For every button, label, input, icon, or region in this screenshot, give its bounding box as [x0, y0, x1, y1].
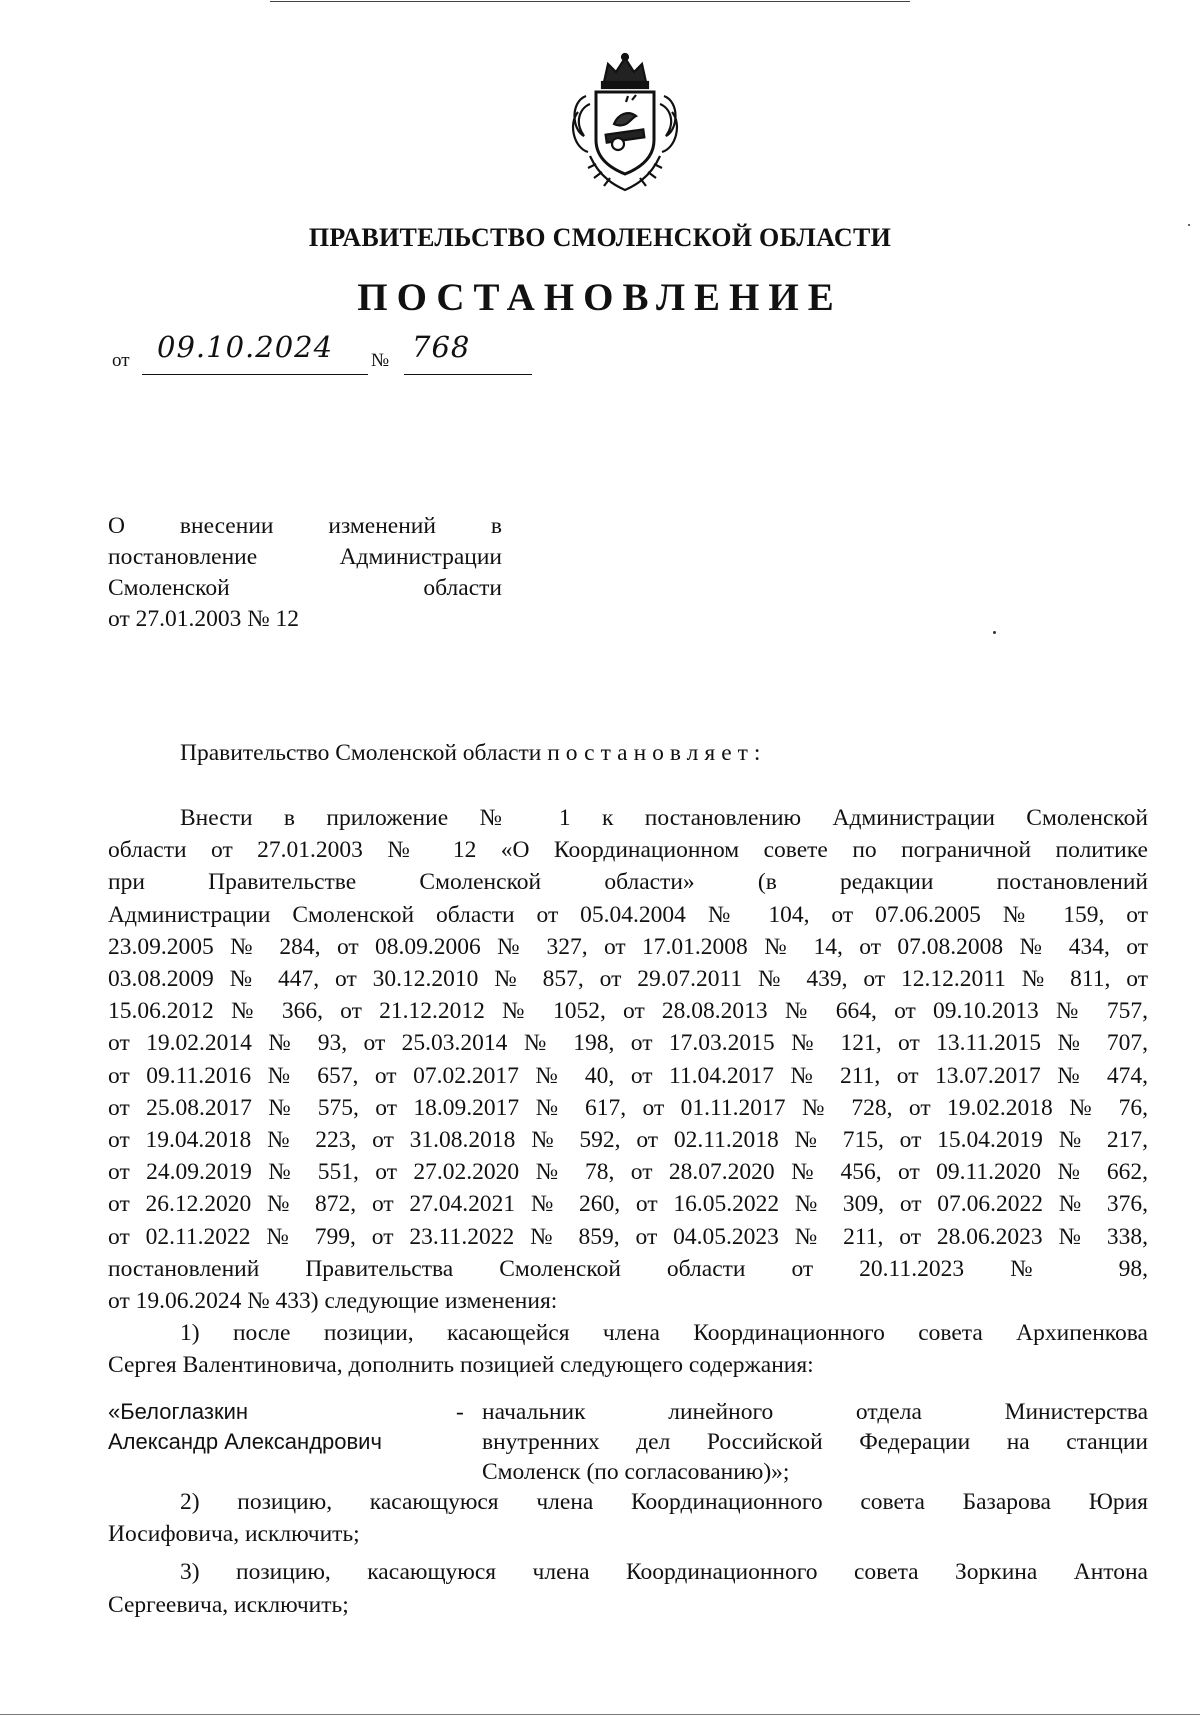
date-prefix: от [112, 350, 130, 371]
paragraph-line: области от 27.01.2003 № 12 «О Координационном совете по пограничной политике [108, 837, 1148, 864]
member-name-line: Александр Александрович [108, 1429, 382, 1454]
member-desc-line: внутренних дел Российской Федерации на станции [482, 1429, 1148, 1455]
paragraph-line: от 26.12.2020 № 872, от 27.04.2021 № 260, от 16.05.2022 № 309, от 07.06.2022 № 376, [108, 1191, 1148, 1218]
paragraph-line: от 24.09.2019 № 551, от 27.02.2020 № 78, от 28.07.2020 № 456, от 09.11.2020 № 662, [108, 1159, 1148, 1186]
government-title: ПРАВИТЕЛЬСТВО СМОЛЕНСКОЙ ОБЛАСТИ [308, 223, 892, 252]
paragraph-line: при Правительстве Смоленской области» (в редакции постановлений [108, 869, 1148, 896]
item-line: 2) позицию, касающуюся члена Координационного совета Базарова Юрия [180, 1489, 1148, 1515]
item-line: Иосифовича, исключить; [108, 1521, 360, 1548]
paragraph-line: Сергея Валентиновича, дополнить позицией следующего содержания: [108, 1352, 814, 1379]
item-line: Сергеевича, исключить; [108, 1591, 349, 1618]
resolution-main-paragraph [108, 802, 1148, 1382]
member-dash: - [456, 1399, 464, 1425]
date-underline [142, 374, 368, 375]
item-line: 3) позицию, касающуюся члена Координационного совета Зоркина Антона [180, 1559, 1148, 1586]
subject-line: О внесении изменений в [108, 513, 502, 539]
paragraph-line: от 19.04.2018 № 223, от 31.08.2018 № 592, от 02.11.2018 № 715, от 15.04.2019 № 217, [108, 1127, 1148, 1154]
document-subject [108, 511, 502, 635]
member-desc-line: Смоленск (по согласованию)»; [482, 1459, 790, 1485]
coat-of-arms-emblem [566, 52, 684, 194]
paragraph-line: 1) после позиции, касающейся члена Координационного совета Архипенкова [180, 1320, 1148, 1347]
member-name-line: «Белоглазкин [108, 1399, 249, 1424]
lead-verb: постановляет: [547, 740, 767, 766]
member-desc-line: начальник линейного отдела Министерства [482, 1399, 1148, 1425]
paragraph-line: от 09.11.2016 № 657, от 07.02.2017 № 40, от 11.04.2017 № 211, от 13.07.2017 № 474, [108, 1062, 1148, 1089]
paragraph-line: 23.09.2005 № 284, от 08.09.2006 № 327, от 17.01.2008 № 14, от 07.08.2008 № 434, от [108, 933, 1148, 960]
date-number-line [112, 330, 552, 380]
number-prefix: № [371, 350, 390, 371]
handwritten-number: 768 [412, 330, 471, 364]
paragraph-line: от 02.11.2022 № 799, от 23.11.2022 № 859, от 04.05.2023 № 211, от 28.06.2023 № 338, [108, 1223, 1148, 1250]
handwritten-date: 09.10.2024 [157, 330, 334, 364]
number-underline [404, 374, 532, 375]
paragraph-line: Администрации Смоленской области от 05.04.2004 № 104, от 07.06.2005 № 159, от [108, 901, 1148, 928]
paragraph-line: от 19.02.2014 № 93, от 25.03.2014 № 198, от 17.03.2015 № 121, от 13.11.2015 № 707, [108, 1030, 1148, 1057]
paragraph-line: от 25.08.2017 № 575, от 18.09.2017 № 617, от 01.11.2017 № 728, от 19.02.2018 № 76, [108, 1094, 1148, 1121]
amendment-items [108, 1486, 1148, 1621]
paragraph-line: 03.08.2009 № 447, от 30.12.2010 № 857, от 29.07.2011 № 439, от 12.12.2011 № 811, от [108, 966, 1148, 993]
scan-edge-line [0, 1714, 1200, 1715]
member-name [108, 1397, 448, 1457]
document-type-title: ПОСТАНОВЛЕНИЕ [357, 276, 843, 319]
lead-prefix: Правительство Смоленской области [180, 740, 542, 766]
paragraph-line: 15.06.2012 № 366, от 21.12.2012 № 1052, от 28.08.2013 № 664, от 09.10.2013 № 757, [108, 998, 1148, 1025]
subject-line: постановление Администрации [108, 544, 502, 570]
member-description [482, 1397, 1148, 1487]
subject-line: от 27.01.2003 № 12 [108, 606, 300, 632]
subject-line: Смоленской области [108, 575, 502, 601]
scan-speck [993, 631, 996, 634]
resolution-lead [108, 737, 1148, 769]
paragraph-line: Внести в приложение № 1 к постановлению Администрации Смоленской [180, 805, 1148, 831]
scan-edge-line [270, 1, 910, 2]
paragraph-line: постановлений Правительства Смоленской области от 20.11.2023 № 98, [108, 1255, 1148, 1282]
paragraph-line: от 19.06.2024 № 433) следующие изменения: [108, 1288, 558, 1315]
